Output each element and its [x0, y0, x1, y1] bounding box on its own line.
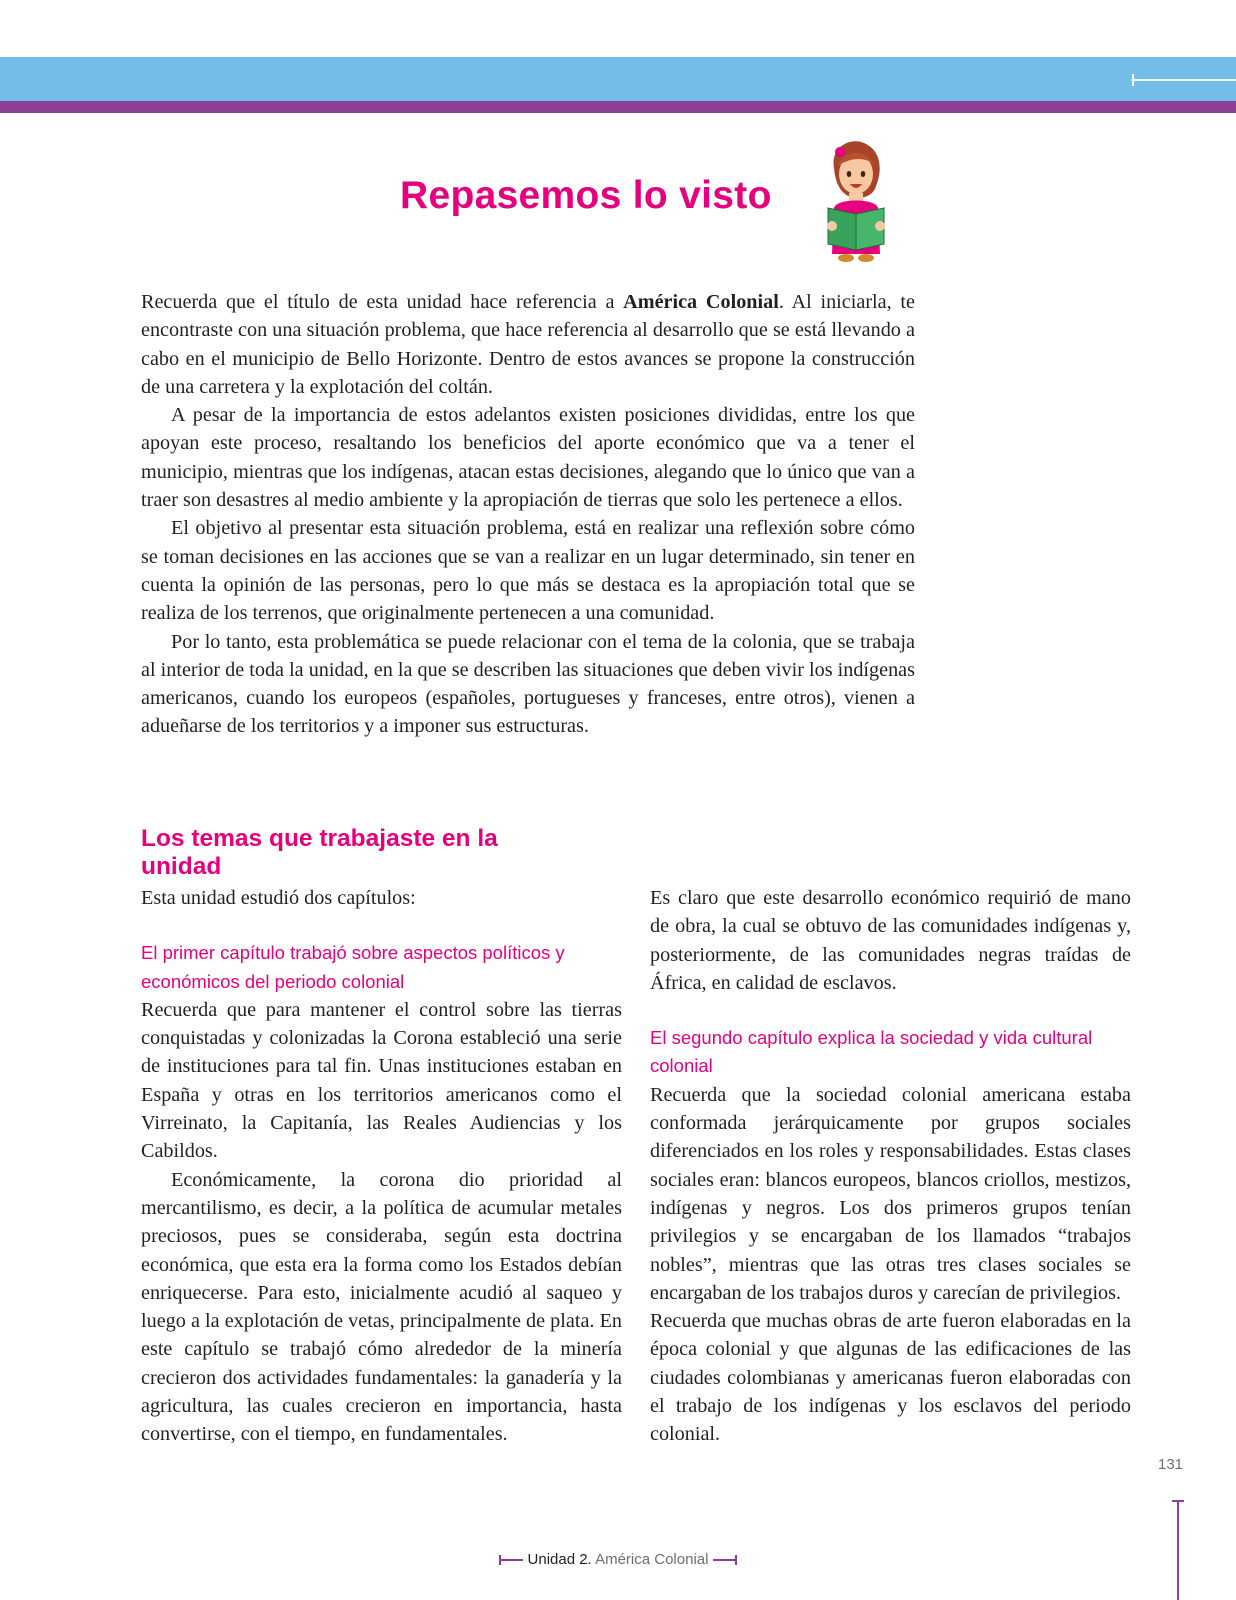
- footer-unit: Unidad 2.: [527, 1551, 592, 1568]
- footer-bar-right: [713, 1559, 737, 1561]
- header-band-purple: [0, 101, 1236, 113]
- unit-name-bold: América Colonial: [623, 291, 779, 313]
- header-tick-mark: [1132, 79, 1236, 81]
- section-lead: Esta unidad estudió dos capítulos:: [141, 887, 416, 909]
- section-title: Los temas que trabajaste en la unidad: [141, 825, 498, 880]
- intro-paragraph-4: Por lo tanto, esta problemática se puede relacionar con el tema de la colonia, que se trabaja al interior de toda la unidad, en la que se describen las situaciones que deben vivir los indígenas americanos, cuando los europeos (españoles, portugueses y franceses, entre otros), vienen a adueñarse de los territorios y a imponer sus estructuras.: [141, 630, 915, 738]
- chapter-1-heading: El primer capítulo trabajó sobre aspectos políticos y económicos del periodo colonial: [141, 942, 565, 992]
- footer-bar-left: [499, 1559, 523, 1561]
- chapter-1-paragraph-2: Económicamente, la corona dio prioridad al mercantilismo, es decir, a la política de acumular metales preciosos, pues se consideraba, según esta doctrina económica, que esta era la forma como los Estados debían enriquecerse. Para esto, inicialmente acudió al saqueo y luego a la explotación de vetas, principalmente de plata. En este capítulo se trabajó cómo alrededor de la minería crecieron dos actividades fundamentales: la ganadería y la agricultura, las cuales crecieron en importancia, hasta convertirse, con el tiempo, en fundamentales.: [141, 1168, 622, 1446]
- chapter-1-paragraph-1: Recuerda que para mantener el control sobre las tierras conquistadas y colonizadas la Corona estableció una serie de instituciones para tal fin. Unas instituciones estaban en España y otras en los territorios americanos como el Virreinato, la Capitanía, las Reales Audiencias y los Cabildos.: [141, 998, 622, 1163]
- chapter-1-paragraph-3: Es claro que este desarrollo económico requirió de mano de obra, la cual se obtuvo de las comunidades indígenas y, posteriormente, de las comunidades negras traídas de África, en calidad de esclavos.: [650, 887, 1131, 994]
- header-band-blue: [0, 57, 1236, 101]
- page-number: 131: [1158, 1456, 1184, 1473]
- footer-unit-name: América Colonial: [595, 1551, 709, 1568]
- chapter-2-heading: El segundo capítulo explica la sociedad y vida cultural colonial: [650, 1027, 1093, 1077]
- footer: [0, 1551, 1236, 1568]
- intro-text: [141, 288, 915, 741]
- page-title: Repasemos lo visto: [400, 174, 772, 217]
- chapter-2-paragraph-2: Recuerda que muchas obras de arte fueron elaboradas en la época colonial y que algunas de las edificaciones de las ciudades colombianas y americanas fueron elaboradas con el trabajo de los indígenas y los esclavos del periodo colonial.: [650, 1310, 1131, 1446]
- girl-reading-book-icon: [822, 138, 892, 263]
- chapter-2-paragraph-1: Recuerda que la sociedad colonial americana estaba conformada jerárquicamente por grupos sociales diferenciados en los roles y responsabilidades. Estas clases sociales eran: blancos europeos, blancos criollos, mestizos, indígenas y negros. Los dos primeros grupos tenían privilegios y se encargaban de los llamados “trabajos nobles”, mientras que las otras tres clases sociales se encargaban de los trabajos duros y carecían de privilegios.: [650, 1083, 1131, 1304]
- side-decorative-line: [1177, 1500, 1179, 1600]
- intro-paragraph-3: El objetivo al presentar esta situación problema, está en realizar una reflexión sobre cómo se toman decisiones en las acciones que se van a realizar en un lugar determinado, sin tener en cuenta la opinión de las personas, pero lo que más se destaca es la apropiación total que se realiza de los terrenos, que originalmente pertenecen a una comunidad.: [141, 517, 915, 625]
- intro-paragraph-1: Recuerda que el título de esta unidad hace referencia a América Colonial. Al iniciarla, te encontraste con una situación problema, que hace referencia al desarrollo que se está llevando a cabo en el municipio de Bello Horizonte. Dentro de estos avances se propone la construcción de una carretera y la explotación del coltán.: [141, 291, 915, 398]
- intro-paragraph-2: A pesar de la importancia de estos adelantos existen posiciones divididas, entre los que apoyan este proceso, resaltando los beneficios del aporte económico que va a tener el municipio, mientras que los indígenas, atacan estas decisiones, alegando que lo único que van a traer son desastres al medio ambiente y la apropiación de tierras que solo les pertenece a ellos.: [141, 404, 915, 512]
- left-column: [141, 884, 622, 1449]
- right-column: [650, 884, 1131, 1449]
